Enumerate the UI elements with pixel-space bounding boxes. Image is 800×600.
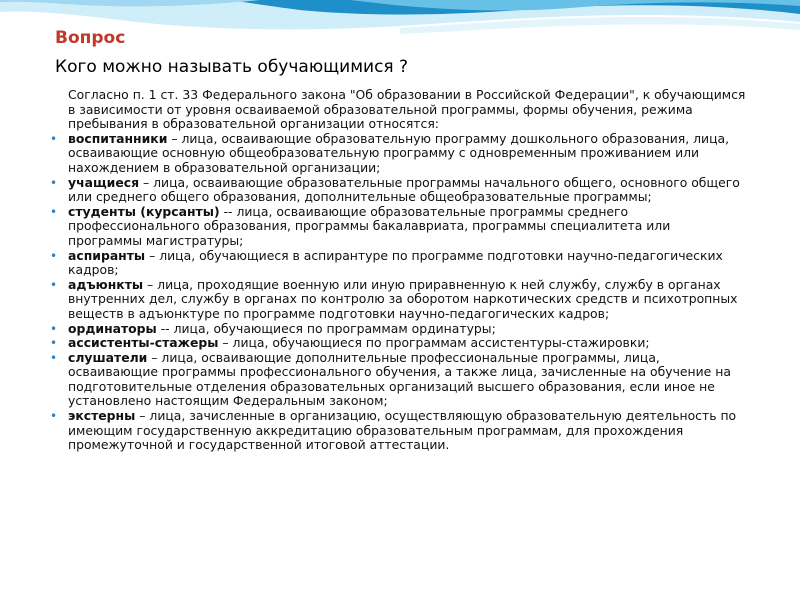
bullet-icon: • (50, 321, 58, 336)
list-item (48, 336, 748, 351)
bullet-icon: • (50, 248, 58, 263)
item-term: экстерны (68, 408, 136, 424)
item-term: ассистенты-стажеры (68, 335, 219, 351)
item-text: – лица, проходящие военную или иную приравненную к ней службу, службу в органах внутренних дел, службу в органах по контролю за оборотом наркотических средств и психотропных веществ в адъюнктуре по программе подготовки научно-педагогических кадров; (68, 276, 738, 321)
slide-title: Вопрос (55, 28, 126, 48)
item-text: – лица, зачисленные в организацию, осуществляющую образовательную деятельность по имеющим государственную аккредитацию образовательным программам, для прохождения промежуточной и государственной итоговой аттестации. (68, 408, 737, 453)
intro-text: Согласно п. 1 ст. 33 Федерального закона "Об образовании в Российской Федерации", к обучающимся в зависимости от уровня осваиваемой образовательной программы, формы обучения, режима пребывания в образовательной организации относятся: (68, 87, 746, 132)
item-text: – лица, осваивающие образовательную программу дошкольного образования, лица, осваивающие основную общеобразовательную программу с одновременным проживанием или нахождением в образовательной организации; (68, 130, 730, 175)
category-list (48, 132, 748, 453)
bullet-icon: • (50, 277, 58, 292)
item-text: -- лица, осваивающие образовательные программы среднего профессионального образования, программы бакалавриата, программы специалитета или программы магистратуры; (68, 203, 671, 248)
slide-body (48, 88, 748, 453)
item-term: воспитанники (68, 130, 168, 146)
list-item (48, 176, 748, 205)
item-text: – лица, обучающиеся по программам ассистентуры-стажировки; (218, 335, 650, 351)
bullet-icon: • (50, 131, 58, 146)
bullet-icon: • (50, 350, 58, 365)
list-item (48, 351, 748, 409)
item-term: адъюнкты (68, 276, 144, 292)
bullet-icon: • (50, 336, 58, 351)
intro-paragraph (48, 88, 748, 132)
list-item (48, 205, 748, 249)
list-item (48, 322, 748, 337)
list-item (48, 278, 748, 322)
bullet-icon: • (50, 175, 58, 190)
item-text: – лица, обучающиеся в аспирантуре по программе подготовки научно-педагогических кадров; (68, 247, 723, 278)
list-item (48, 249, 748, 278)
slide-question: Кого можно называть обучающимися ? (55, 57, 409, 77)
item-term: слушатели (68, 349, 148, 365)
item-term: студенты (курсанты) (68, 203, 220, 219)
item-text: – лица, осваивающие образовательные программы начального общего, основного общего или среднего общего образования, дополнительные общеобразовательные программы; (68, 174, 740, 205)
list-item (48, 409, 748, 453)
item-text: -- лица, обучающиеся по программам ординатуры; (156, 320, 496, 336)
item-term: ординаторы (68, 320, 157, 336)
item-term: аспиранты (68, 247, 146, 263)
list-item (48, 132, 748, 176)
bullet-icon: • (50, 204, 58, 219)
bullet-icon: • (50, 409, 58, 424)
item-text: – лица, осваивающие дополнительные профессиональные программы, лица, осваивающие программы профессионального обучения, а также лица, зачисленные на обучение на подготовительные отделения образовательных организаций высшего образования, если иное не установлено настоящим Федеральным законом; (68, 349, 731, 409)
item-term: учащиеся (68, 174, 140, 190)
